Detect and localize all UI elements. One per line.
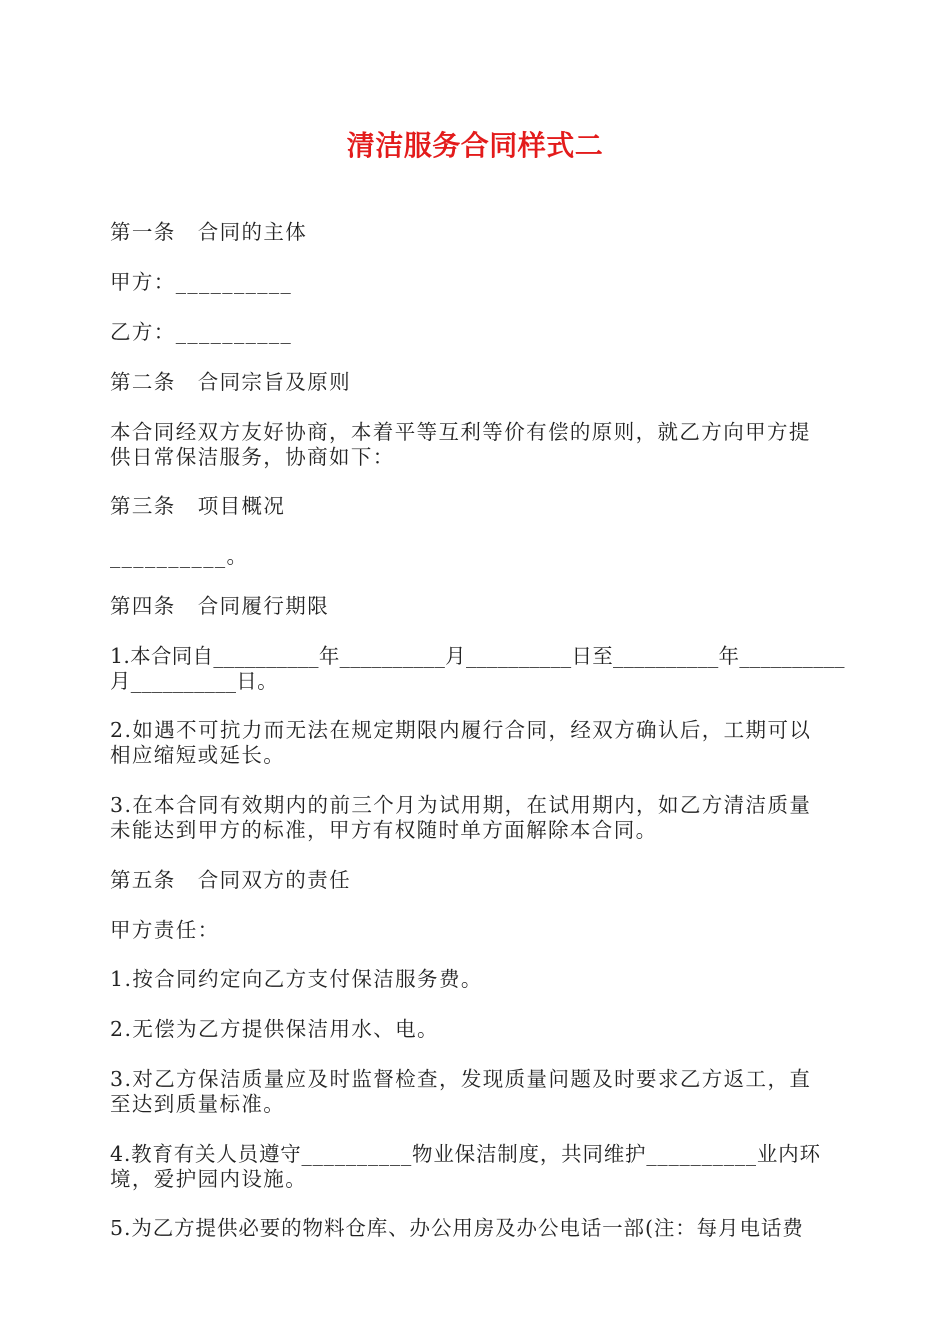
paragraph-line: 2.无偿为乙方提供保洁用水、电。: [110, 1017, 439, 1041]
paragraph-line: 3.对乙方保洁质量应及时监督检查，发现质量问题及时要求乙方返工，直: [110, 1067, 812, 1091]
paragraph-line: 至达到质量标准。: [110, 1092, 286, 1116]
article-number: 第五条: [110, 868, 176, 892]
article-3-heading: [110, 494, 841, 519]
party-a-line: 甲方：__________: [110, 270, 293, 294]
paragraph-line: 境，爱护园内设施。: [110, 1167, 308, 1191]
article-number: 第二条: [110, 370, 176, 394]
article-title: 合同履行期限: [197, 594, 330, 618]
article-title: 项目概况: [197, 494, 286, 518]
article-title: 合同宗旨及原则: [197, 370, 352, 394]
article-number: 第四条: [110, 594, 176, 618]
article-4-heading: [110, 594, 841, 619]
paragraph-line: 未能达到甲方的标准，甲方有权随时单方面解除本合同。: [110, 818, 658, 842]
paragraph-line: 4.教育有关人员遵守__________物业保洁制度，共同维护__________业内环: [110, 1142, 821, 1166]
article-5-heading: [110, 868, 841, 893]
article-1-heading: [110, 220, 841, 245]
document-title: 清洁服务合同样式二: [346, 129, 604, 162]
party-b-line: 乙方：__________: [110, 320, 293, 344]
paragraph-line: 月__________日。: [110, 669, 278, 693]
paragraph-line: 本合同经双方友好协商，本着平等互利等价有偿的原则，就乙方向甲方提: [110, 420, 811, 444]
article-title: 合同双方的责任: [197, 868, 352, 892]
article-number: 第三条: [110, 494, 176, 518]
paragraph-line: 供日常保洁服务，协商如下：: [110, 445, 395, 469]
paragraph-line: 相应缩短或延长。: [110, 743, 286, 767]
paragraph-line: 1.本合同自__________年__________月__________日至__________年__________: [110, 644, 845, 668]
party-a-duties-heading: 甲方责任：: [110, 918, 220, 942]
paragraph-line: 3.在本合同有效期内的前三个月为试用期，在试用期内，如乙方清洁质量: [110, 793, 812, 817]
project-overview-blank: __________。: [110, 544, 249, 568]
paragraph-line: 1.按合同约定向乙方支付保洁服务费。: [110, 967, 483, 991]
article-number: 第一条: [110, 220, 176, 244]
paragraph-line: 5.为乙方提供必要的物料仓库、办公用房及办公电话一部(注：每月电话费: [110, 1216, 804, 1240]
paragraph-line: 2.如遇不可抗力而无法在规定期限内履行合同，经双方确认后，工期可以: [110, 718, 812, 742]
article-title: 合同的主体: [197, 220, 308, 244]
article-2-heading: [110, 370, 841, 395]
